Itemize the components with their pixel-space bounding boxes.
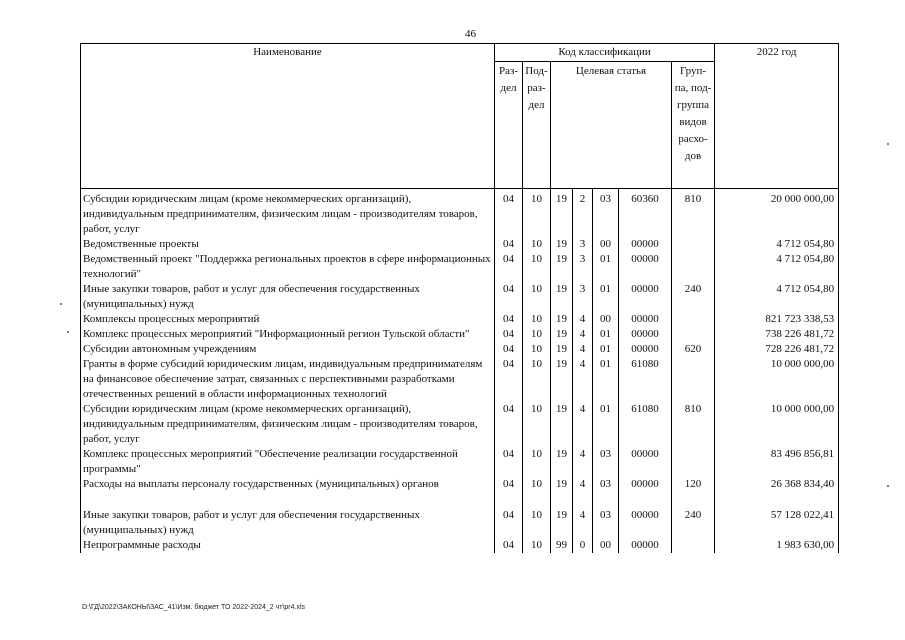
- row-expense-group: [672, 312, 715, 327]
- row-section: 04: [495, 342, 523, 357]
- row-subsection: 10: [523, 538, 551, 553]
- row-target-direction: 61080: [619, 357, 672, 402]
- row-target-program: 19: [551, 327, 573, 342]
- row-section: 04: [495, 477, 523, 508]
- row-section: 04: [495, 189, 523, 238]
- row-section: 04: [495, 357, 523, 402]
- header-subsection: Под- раз- дел: [523, 62, 551, 189]
- row-amount: 821 723 338,53: [715, 312, 839, 327]
- row-subsection: 10: [523, 252, 551, 282]
- row-amount: 4 712 054,80: [715, 252, 839, 282]
- row-target-subprogram: 4: [573, 327, 593, 342]
- row-target-subprogram: 0: [573, 538, 593, 553]
- row-section: 04: [495, 282, 523, 312]
- table-row: [81, 237, 839, 252]
- row-target-program: 19: [551, 252, 573, 282]
- row-target-event: 00: [593, 237, 619, 252]
- row-target-subprogram: 4: [573, 402, 593, 447]
- header-target-item: Целевая статья: [551, 62, 672, 189]
- row-section: 04: [495, 402, 523, 447]
- table-row: [81, 538, 839, 553]
- row-target-event: 03: [593, 477, 619, 508]
- row-expense-group: 810: [672, 402, 715, 447]
- row-expense-group: [672, 447, 715, 477]
- row-amount: 10 000 000,00: [715, 357, 839, 402]
- row-target-subprogram: 4: [573, 342, 593, 357]
- scan-speck: [60, 303, 62, 305]
- row-name: Субсидии юридическим лицам (кроме некоммерческих организаций), индивидуальным предпринимателям, физическим лицам - производителям товаров, работ, услуг: [81, 402, 495, 447]
- page-number: 46: [465, 28, 476, 40]
- row-subsection: 10: [523, 402, 551, 447]
- row-name: Гранты в форме субсидий юридическим лицам, индивидуальным предпринимателям на финансовое обеспечение затрат, связанных с перспективными разработками отечественных решений в области информационных технологий: [81, 357, 495, 402]
- table-row: [81, 252, 839, 282]
- header-year: 2022 год: [715, 44, 839, 189]
- row-amount: 26 368 834,40: [715, 477, 839, 508]
- row-subsection: 10: [523, 477, 551, 508]
- row-target-program: 19: [551, 357, 573, 402]
- row-target-direction: 00000: [619, 327, 672, 342]
- row-name: Иные закупки товаров, работ и услуг для обеспечения государственных (муниципальных) нужд: [81, 282, 495, 312]
- row-target-subprogram: 4: [573, 508, 593, 538]
- row-subsection: 10: [523, 357, 551, 402]
- header-classification-code: Код классификации: [495, 44, 715, 62]
- row-target-program: 19: [551, 189, 573, 238]
- row-target-event: 03: [593, 447, 619, 477]
- scan-speck: [67, 331, 69, 333]
- row-expense-group: 240: [672, 508, 715, 538]
- row-section: 04: [495, 312, 523, 327]
- row-name: Субсидии автономным учреждениям: [81, 342, 495, 357]
- row-section: 04: [495, 447, 523, 477]
- row-name: Комплекс процессных мероприятий "Обеспечение реализации государственной программы": [81, 447, 495, 477]
- row-target-direction: 00000: [619, 312, 672, 327]
- header-name: Наименование: [81, 44, 495, 189]
- row-target-program: 19: [551, 237, 573, 252]
- scan-speck: [887, 143, 889, 145]
- row-target-program: 19: [551, 508, 573, 538]
- row-expense-group: [672, 327, 715, 342]
- row-amount: 20 000 000,00: [715, 189, 839, 238]
- row-target-event: 03: [593, 508, 619, 538]
- row-target-program: 19: [551, 342, 573, 357]
- row-target-program: 19: [551, 447, 573, 477]
- row-section: 04: [495, 538, 523, 553]
- table-row: [81, 508, 839, 538]
- row-amount: 83 496 856,81: [715, 447, 839, 477]
- row-section: 04: [495, 327, 523, 342]
- row-target-event: 01: [593, 402, 619, 447]
- table-row: [81, 477, 839, 508]
- row-subsection: 10: [523, 342, 551, 357]
- row-target-subprogram: 3: [573, 252, 593, 282]
- row-expense-group: [672, 237, 715, 252]
- row-target-subprogram: 4: [573, 312, 593, 327]
- row-subsection: 10: [523, 189, 551, 238]
- row-target-direction: 60360: [619, 189, 672, 238]
- row-target-direction: 00000: [619, 252, 672, 282]
- row-target-direction: 00000: [619, 282, 672, 312]
- row-name: Ведомственный проект "Поддержка региональных проектов в сфере информационных технологий": [81, 252, 495, 282]
- row-target-subprogram: 4: [573, 357, 593, 402]
- row-target-direction: 00000: [619, 538, 672, 553]
- table-row: [81, 447, 839, 477]
- row-target-direction: 00000: [619, 237, 672, 252]
- row-amount: 1 983 630,00: [715, 538, 839, 553]
- row-subsection: 10: [523, 447, 551, 477]
- row-name: Иные закупки товаров, работ и услуг для обеспечения государственных (муниципальных) нужд: [81, 508, 495, 538]
- row-section: 04: [495, 252, 523, 282]
- table-row: [81, 327, 839, 342]
- row-subsection: 10: [523, 327, 551, 342]
- row-subsection: 10: [523, 282, 551, 312]
- row-target-subprogram: 3: [573, 282, 593, 312]
- row-amount: 738 226 481,72: [715, 327, 839, 342]
- scan-speck: [887, 485, 889, 487]
- row-amount: 57 128 022,41: [715, 508, 839, 538]
- row-expense-group: 810: [672, 189, 715, 238]
- row-target-direction: 61080: [619, 402, 672, 447]
- row-name: Непрограммные расходы: [81, 538, 495, 553]
- row-target-subprogram: 4: [573, 477, 593, 508]
- row-name: Расходы на выплаты персоналу государственных (муниципальных) органов: [81, 477, 495, 508]
- row-amount: 4 712 054,80: [715, 237, 839, 252]
- header-section: Раз- дел: [495, 62, 523, 189]
- row-target-program: 19: [551, 402, 573, 447]
- row-target-direction: 00000: [619, 508, 672, 538]
- row-subsection: 10: [523, 312, 551, 327]
- row-target-program: 99: [551, 538, 573, 553]
- row-section: 04: [495, 508, 523, 538]
- row-expense-group: [672, 538, 715, 553]
- row-target-direction: 00000: [619, 477, 672, 508]
- row-amount: 10 000 000,00: [715, 402, 839, 447]
- row-target-event: 01: [593, 342, 619, 357]
- table-row: [81, 312, 839, 327]
- row-target-event: 01: [593, 252, 619, 282]
- row-name: Комплексы процессных мероприятий: [81, 312, 495, 327]
- row-name: Комплекс процессных мероприятий "Информационный регион Тульской области": [81, 327, 495, 342]
- row-expense-group: [672, 357, 715, 402]
- row-name: Субсидии юридическим лицам (кроме некоммерческих организаций), индивидуальным предпринимателям, физическим лицам - производителям товаров, работ, услуг: [81, 189, 495, 238]
- row-target-event: 01: [593, 282, 619, 312]
- row-target-direction: 00000: [619, 447, 672, 477]
- row-target-program: 19: [551, 477, 573, 508]
- row-target-event: 01: [593, 357, 619, 402]
- row-target-program: 19: [551, 282, 573, 312]
- row-target-program: 19: [551, 312, 573, 327]
- header-expense-group: Груп- па, под- группа видов расхо- дов: [672, 62, 715, 189]
- table-row: [81, 282, 839, 312]
- row-target-subprogram: 2: [573, 189, 593, 238]
- table-row: [81, 342, 839, 357]
- row-amount: 4 712 054,80: [715, 282, 839, 312]
- row-name: Ведомственные проекты: [81, 237, 495, 252]
- row-target-event: 01: [593, 327, 619, 342]
- table-row: [81, 402, 839, 447]
- table-row: [81, 189, 839, 238]
- row-target-event: 00: [593, 538, 619, 553]
- row-target-event: 00: [593, 312, 619, 327]
- budget-table: [80, 43, 839, 553]
- row-amount: 728 226 481,72: [715, 342, 839, 357]
- row-expense-group: 620: [672, 342, 715, 357]
- row-expense-group: [672, 252, 715, 282]
- row-subsection: 10: [523, 237, 551, 252]
- file-path-footer: D:\ГД\2022\ЗАКОНЫ\ЗАС_41\Изм. бюджет ТО 2022-2024_2 чт\pr4.xls: [82, 604, 306, 611]
- row-target-event: 03: [593, 189, 619, 238]
- table-row: [81, 357, 839, 402]
- row-target-direction: 00000: [619, 342, 672, 357]
- row-target-subprogram: 4: [573, 447, 593, 477]
- budget-table-body: [81, 189, 839, 554]
- row-expense-group: 240: [672, 282, 715, 312]
- row-target-subprogram: 3: [573, 237, 593, 252]
- row-section: 04: [495, 237, 523, 252]
- row-expense-group: 120: [672, 477, 715, 508]
- row-subsection: 10: [523, 508, 551, 538]
